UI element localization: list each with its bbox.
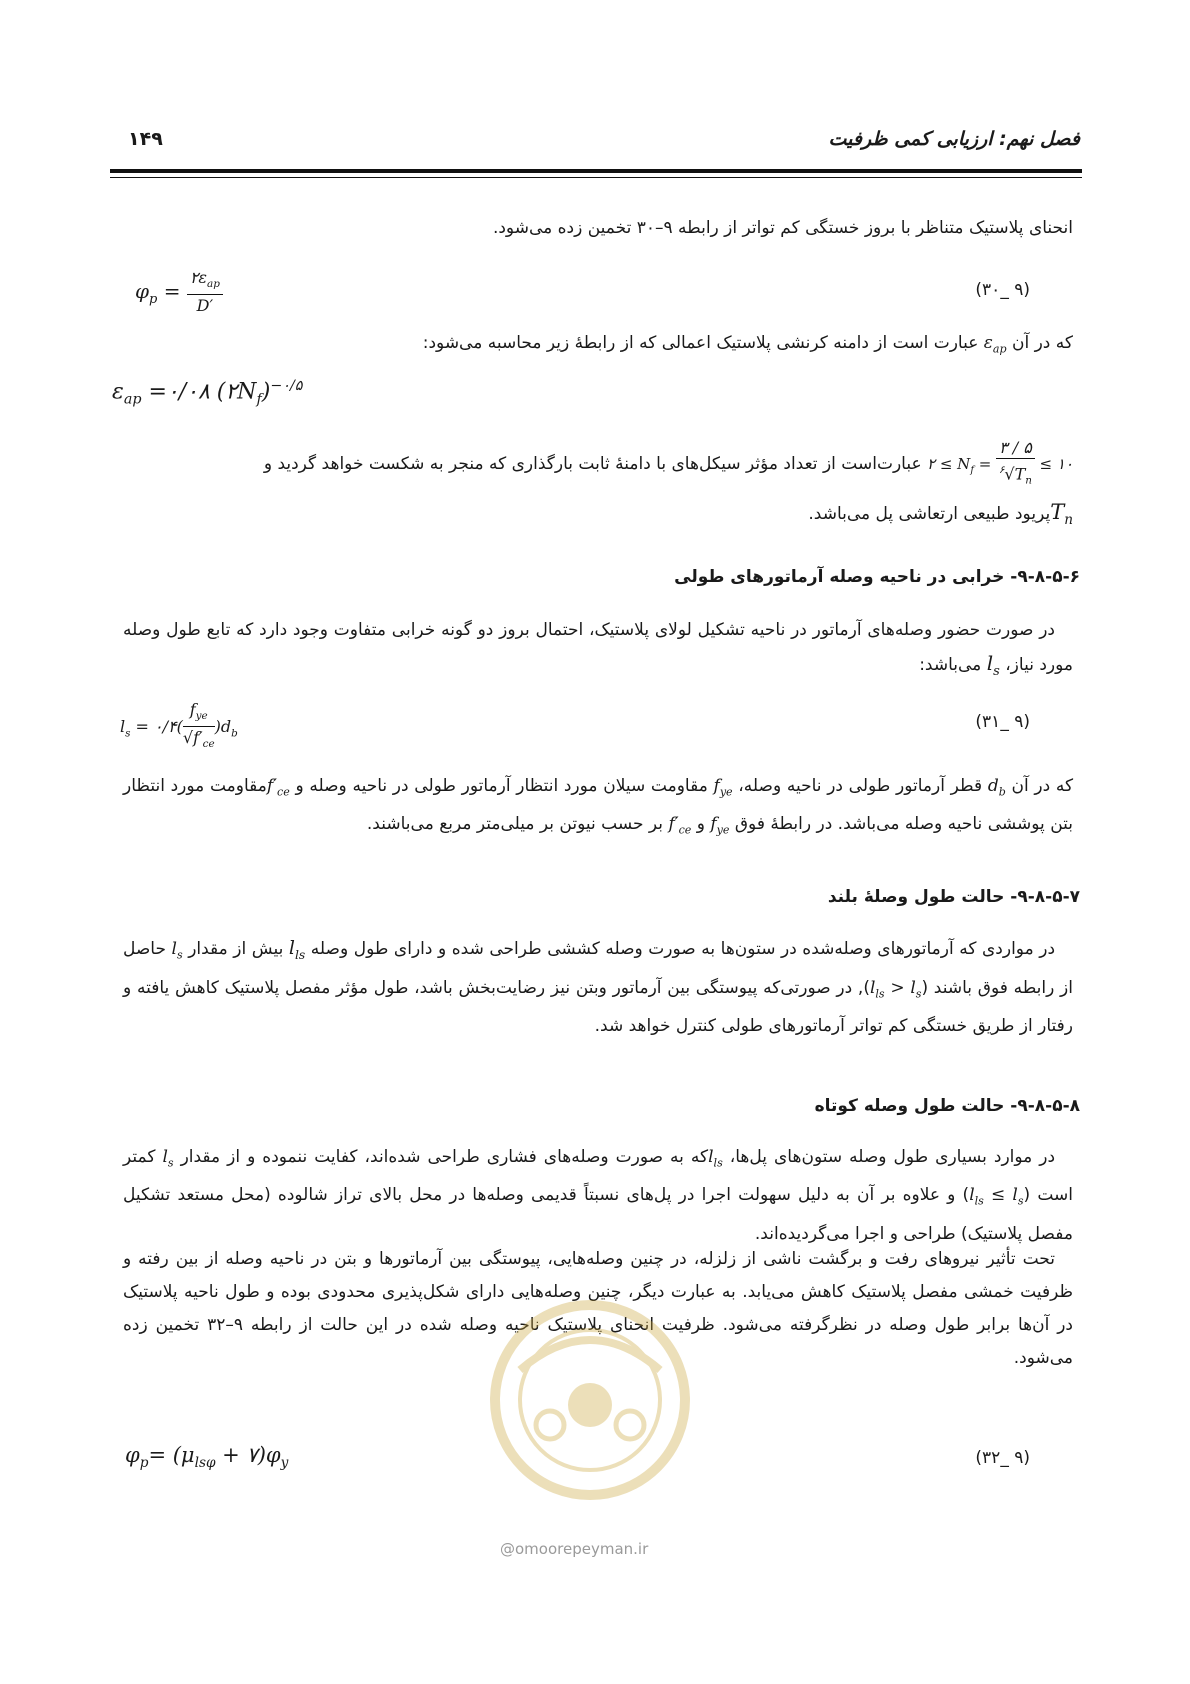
equation-32-label: (۹ _۳۲) <box>975 1448 1030 1468</box>
chapter-title: فصل نهم: ارزیابی کمی ظرفیت <box>828 128 1080 150</box>
paragraph-strain-amplitude <box>423 333 1073 355</box>
text-fragment: که در آن <box>1011 333 1073 353</box>
symbol-fye: $f_{ye}$ <box>713 776 733 799</box>
text-fragment: مورد انتظار بتن پوششی ناحیه وصله می‌باشد. در رابطهٔ فوق <box>123 776 1073 835</box>
symbol-lls: $l_{ls}$ <box>708 1147 723 1170</box>
inequality-nf: ۲ ≤ $N_f$ = $\frac{۳ / ۵}{^۶√T_n}$ ≤ ۱۰ <box>927 438 1073 487</box>
text-fragment: در صورت حضور وصله‌های آرماتور در ناحیه تشکیل لولای پلاستیک، احتمال بروز دو گونه خرابی متفاوت وجود دارد که تابع <box>206 620 1055 640</box>
text-fragment: پریود طبیعی ارتعاشی پل می‌باشد. <box>808 504 1051 524</box>
text-fragment: کاهش یافته و رفتار از طریق خستگی کم تواتر آرماتورهای طولی کنترل خواهد شد. <box>123 977 1073 1037</box>
paragraph-long-splice <box>123 932 1073 1043</box>
symbol-db: $d_b$ <box>987 776 1006 799</box>
text-fragment: طول وصله مورد نیاز، <box>123 620 1073 675</box>
text-fragment: که در آن <box>1011 776 1074 796</box>
text-fragment: کمتر است ( <box>123 1147 1073 1206</box>
inequality-lls-le-ls: $l_{ls} \le l_s$ <box>969 1185 1024 1208</box>
paragraph-short-splice <box>123 1141 1073 1251</box>
text-fragment: و <box>696 814 705 835</box>
paragraph-splice-symbols <box>123 770 1073 847</box>
text-fragment: تشکیل مفصل پلاستیک) طراحی و اجرا می‌گردیده‌اند. <box>123 1185 1073 1244</box>
paragraph-period <box>808 500 1073 528</box>
text-fragment: حاصل از رابطه فوق باشند ( <box>123 939 1073 998</box>
inequality-lls-gt-ls: $l_{ls} > l_s$ <box>869 977 922 1001</box>
equation-epsilon-ap: $\varepsilon_{ap}$ =۰/۰۸ $(۲N_f)^{-۰/۵}$ <box>112 378 303 408</box>
publisher-seal-icon <box>480 1290 700 1510</box>
text-fragment: تحت تأثیر نیروهای رفت و برگشت ناشی از زلزله، در چنین وصله‌هایی، پیوستگی بین آرماتورها و بتن در ناحیه وصله از بین رفته و ظرفیت خمشی مفصل پلاستیک کاهش می‌یابد. به عبارت دیگر، چنین وصله‌هایی دارای شکل‌پذیری محدودی بوده و طول ناحیه پلاستیک در آن‌ها برابر طول وصله در نظرگرفته می‌شود. ظرفیت انحنای پلاستیک ناحیه وصله شده در این حالت از رابطه ۹–۳۲ تخمین زده می‌شود. <box>123 1249 1073 1368</box>
equation-31-label: (۹ _۳۱) <box>975 712 1030 732</box>
equation-30-label: (۹ _۳۰) <box>975 280 1030 300</box>
symbol-fce: $f'_{ce}$ <box>668 814 692 837</box>
text-fragment: در مواردی که آرماتورهای وصله‌شده در ستون‌ها به صورت وصله کششی طراحی شده و دارای طول وصله <box>310 939 1056 959</box>
page-number: ۱۴۹ <box>128 128 163 150</box>
symbol-tn: $T_n$ <box>1050 500 1073 529</box>
text-fragment: در موارد بسیاری طول وصله ستون‌های پل‌ها، <box>729 1147 1056 1167</box>
text-fragment: بیش از مقدار <box>188 939 284 959</box>
symbol-epsilon-ap: $\varepsilon_{ap}$ <box>983 333 1007 356</box>
symbol-ls: $l_s$ <box>986 651 1000 679</box>
symbol-ls: $l_s$ <box>162 1147 174 1170</box>
equation-32: $\varphi_p= (\mu_{ls\varphi}$ + $۷)\varphi_y$ <box>125 1443 289 1472</box>
symbol-fce: $f'_{ce}$ <box>266 776 290 799</box>
paragraph-curvature: انحنای پلاستیک متناظر با بروز خستگی کم تواتر از رابطه ۹–۳۰ تخمین زده می‌شود. <box>492 218 1073 238</box>
section-heading-7: ۹-۸-۵-۷- حالت طول وصلهٔ بلند <box>827 887 1080 907</box>
text-fragment: مقاومت <box>209 776 267 796</box>
text-fragment: قطر آرماتور طولی در ناحیه وصله، <box>738 776 983 796</box>
section-heading-6: ۹-۸-۵-۶- خرابی در ناحیه وصله آرماتورهای طولی <box>674 567 1080 587</box>
text-fragment: که به صورت وصله‌های فشاری طراحی شده‌اند، کفایت ننموده و از مقدار <box>180 1147 709 1167</box>
symbol-fye: $f_{ye}$ <box>710 814 730 837</box>
equation-31: $l_s$ = ۰/۴( $\frac{f_{ye}}{√f'_{ce}}$ )$d_b$ <box>120 700 238 751</box>
symbol-ls: $l_s$ <box>171 939 183 962</box>
text-fragment: مقاومت سیلان مورد انتظار آرماتور طولی در ناحیه وصله و <box>295 776 708 796</box>
symbol-lls: $l_{ls}$ <box>288 937 306 962</box>
text-fragment: ) و علاوه بر آن به دلیل سهولت اجرا در پل‌های نسبتاً قدیمی وصله‌ها در محل بالای تراز شالوده (محل مستعد <box>177 1185 970 1206</box>
watermark-text: @omoorepeyman.ir <box>500 1540 649 1558</box>
text-fragment: می‌باشد: <box>919 655 982 675</box>
text-fragment: عبارت است از دامنه کرنشی پلاستیک اعمالی که از رابطهٔ زیر محاسبه می‌شود: <box>422 333 979 353</box>
paragraph-splice-intro <box>123 614 1073 688</box>
text-fragment: ), در صورتی‌که پیوستگی بین آرماتور وبتن نیز رضایت‌بخش باشد، طول مؤثر مفصل پلاستیک <box>224 977 870 998</box>
header-rule-thin <box>110 177 1082 178</box>
section-heading-8: ۹-۸-۵-۸- حالت طول وصله کوتاه <box>814 1096 1080 1116</box>
equation-30: $\varphi_p$ = $\frac{۲\varepsilon_{ap}}{D'}$ <box>135 268 223 317</box>
page-header <box>110 128 1080 168</box>
header-rule-thick <box>110 169 1082 173</box>
text-fragment: بر حسب نیوتن بر میلی‌متر مربع می‌باشند. <box>366 814 664 835</box>
text-fragment: عبارت‌است از تعداد مؤثر سیکل‌های با دامنهٔ ثابت بارگذاری که منجر به شکست خواهد گردید و <box>263 453 922 474</box>
paragraph-cycles <box>123 438 1073 492</box>
